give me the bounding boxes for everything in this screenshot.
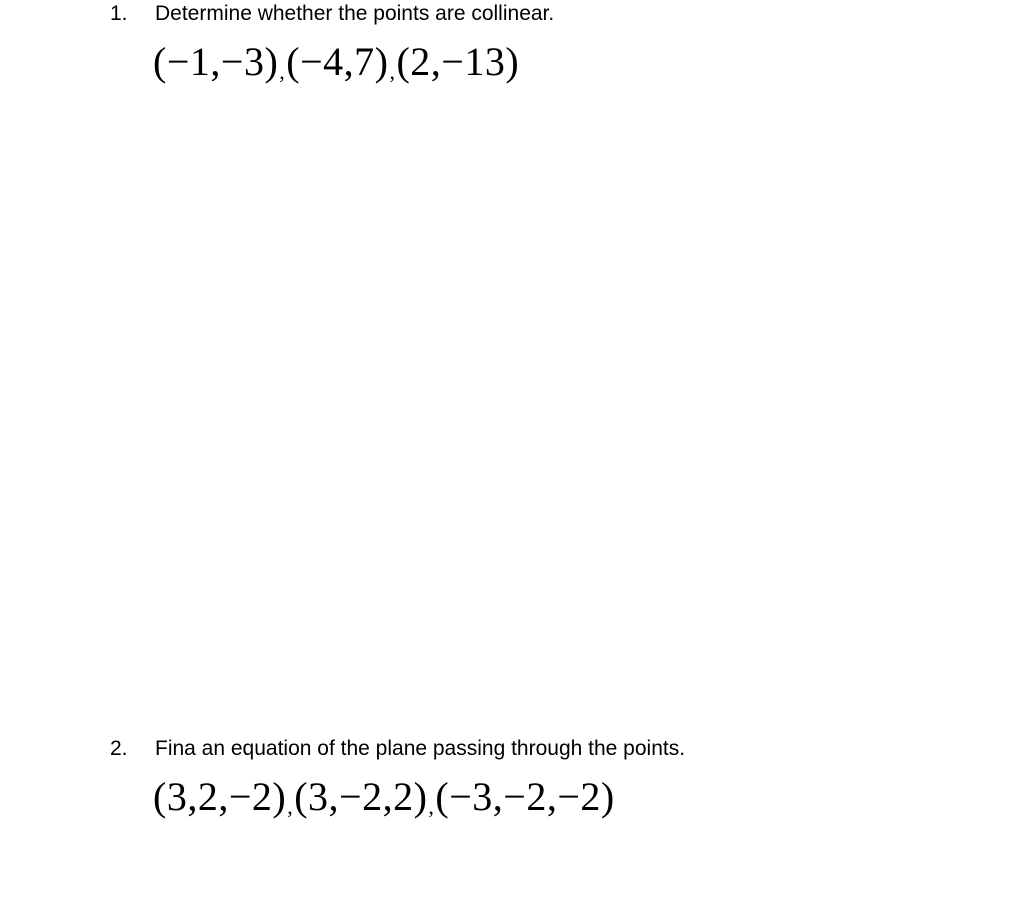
question-1-points (153, 36, 519, 98)
question-2 (0, 735, 1024, 819)
question-2-number: 2. (110, 737, 128, 760)
point-separator: , (279, 59, 286, 84)
question-2-points (153, 771, 615, 833)
point-tuple: (3,−2,2) (294, 774, 428, 819)
point-tuple: (−3,−2,−2) (435, 774, 615, 819)
question-2-header (0, 735, 1024, 765)
point-tuple: (2,−13) (396, 39, 520, 84)
point-separator: , (389, 59, 396, 84)
question-1 (0, 0, 1024, 84)
point-separator: , (428, 794, 435, 819)
question-2-prompt: Fina an equation of the plane passing through the points. (155, 737, 686, 760)
point-tuple: (−1,−3) (153, 39, 279, 84)
question-1-prompt: Determine whether the points are collinear. (155, 2, 555, 25)
point-tuple: (−4,7) (286, 39, 389, 84)
point-tuple: (3,2,−2) (153, 774, 287, 819)
point-separator: , (287, 794, 294, 819)
question-1-header (0, 0, 1024, 30)
question-1-number: 1. (110, 2, 128, 25)
